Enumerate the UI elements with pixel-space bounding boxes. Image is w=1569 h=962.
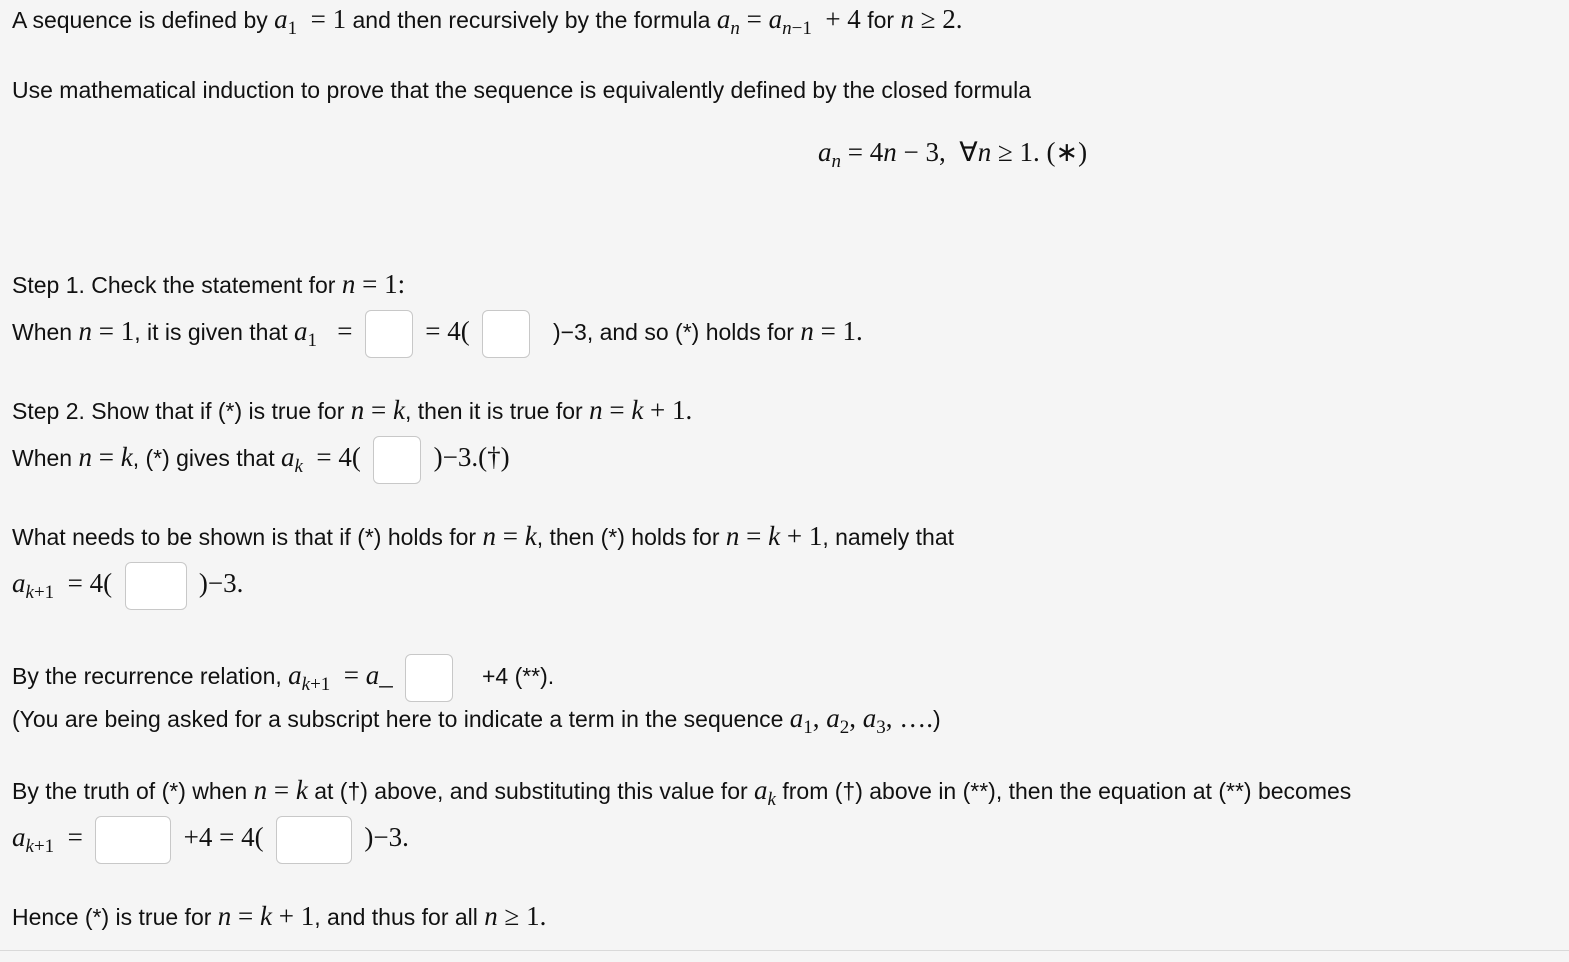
recurrence-hint: (You are being asked for a subscript here to indicate a term in the sequence $a_1$, $a_2$, $a_3$, ….) (12, 703, 941, 738)
intro-line-1: A sequence is defined by $a_1 = 1$ and then recursively by the formula $a_n = a_{n-1} + 4$ for n ≥ 2. (12, 4, 963, 39)
intro-line-2: Use mathematical induction to prove that the sequence is equivalently defined by the closed formula (12, 77, 1031, 103)
truth-ak-input[interactable] (95, 816, 171, 864)
need-line: What needs to be shown is that if (*) holds for n = k, then (*) holds for n = k + 1, namely that (12, 521, 955, 551)
bottom-divider (0, 950, 1569, 951)
step1-a1-input[interactable] (365, 310, 413, 358)
closed-formula: $a_n = 4n - 3$, ∀n ≥ 1. (∗) (818, 137, 1088, 172)
recurrence-subscript-input[interactable] (405, 654, 453, 702)
step2-heading: Step 2. Show that if (*) is true for n = k, then it is true for n = k + 1. (12, 395, 693, 425)
step2-k-input[interactable] (373, 436, 421, 484)
need-formula-line: $a_{k+1} = 4$( )−3. (12, 562, 243, 598)
step1-when-line: When n = 1, it is given that $a_1$ = = 4( )−3, and so (*) holds for n = 1. (12, 310, 863, 346)
recurrence-line: By the recurrence relation, $a_{k+1}$ = a_ +4 (**). (12, 654, 554, 690)
truth-formula-line: $a_{k+1} = +4 = 4$( )−3. (12, 816, 409, 852)
need-k1-input[interactable] (125, 562, 187, 610)
conclusion-line: Hence (*) is true for n = k + 1, and thus for all n ≥ 1. (12, 901, 547, 931)
step1-heading: Step 1. Check the statement for n = 1: (12, 269, 406, 299)
step1-n-input[interactable] (482, 310, 530, 358)
step2-when-line: When n = k, (*) gives that $a_k = 4$( )−3.(†) (12, 436, 510, 472)
truth-k-input[interactable] (276, 816, 352, 864)
truth-line: By the truth of (*) when n = k at (†) above, and substituting this value for $a_k$ from (†) above in (**), then the equation at (**) becomes (12, 775, 1352, 810)
